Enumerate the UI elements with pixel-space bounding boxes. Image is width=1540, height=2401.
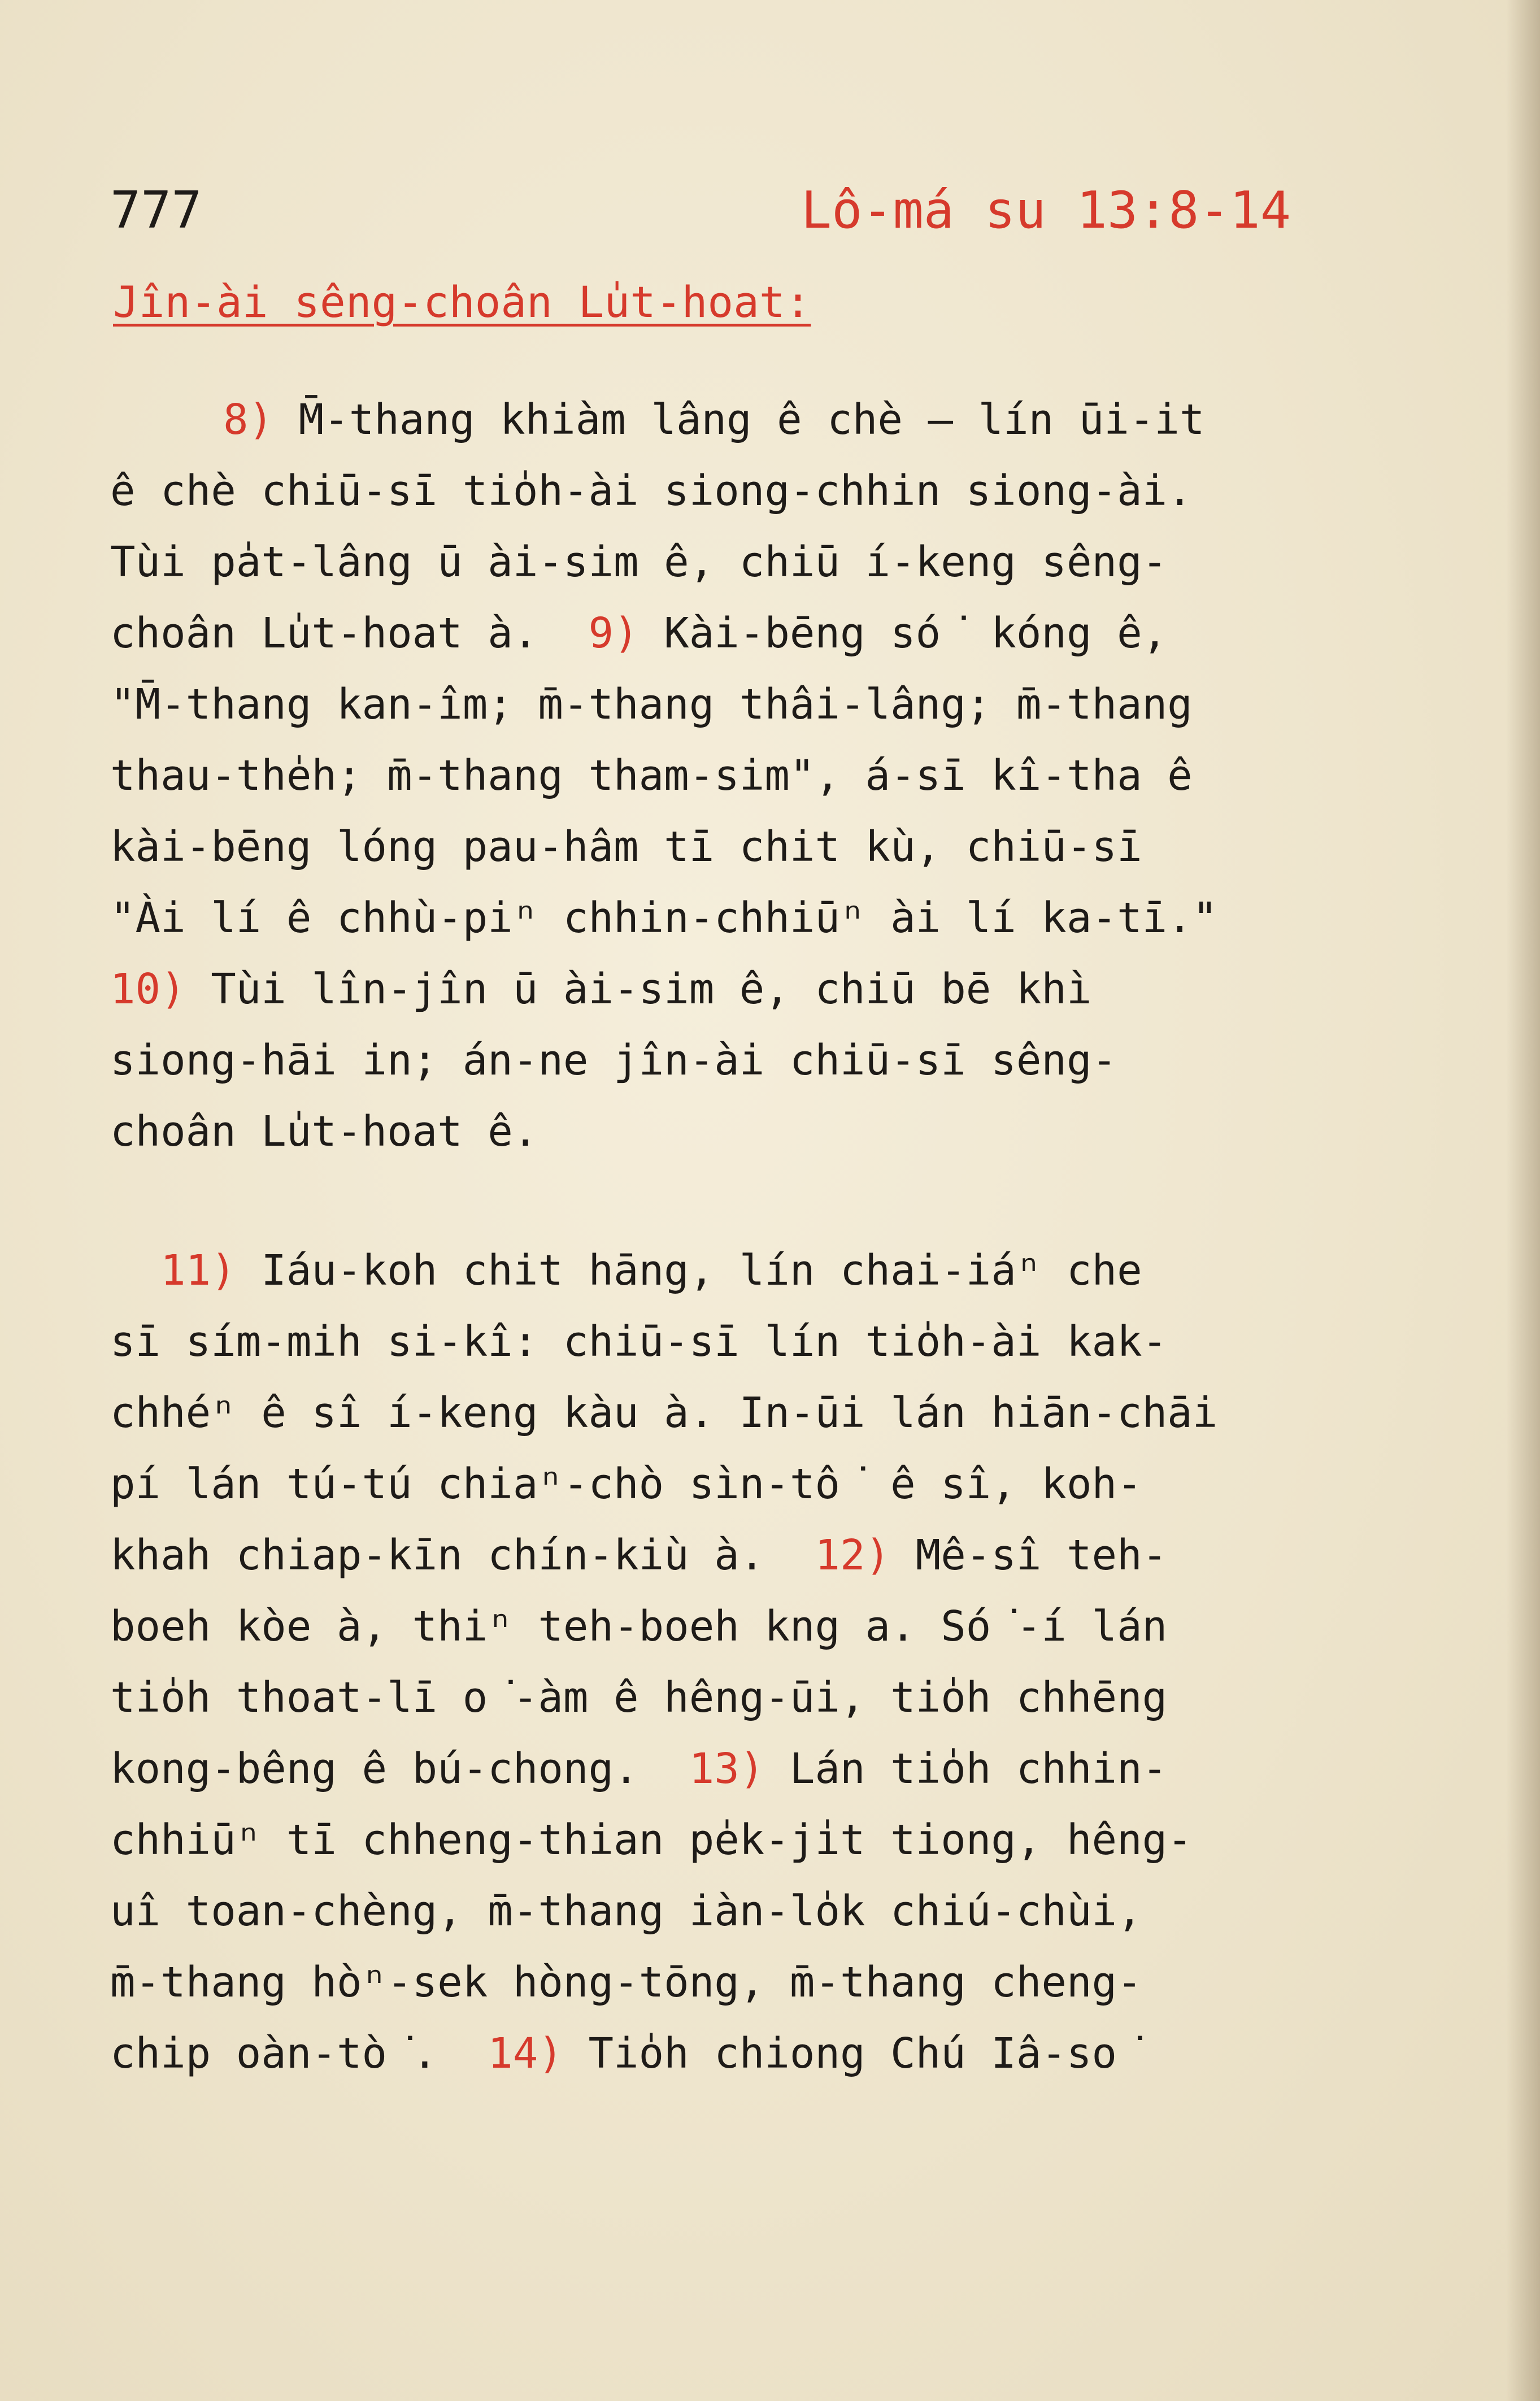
text-line <box>110 2018 1410 2089</box>
running-head: Lô-má su 13:8-14 <box>801 181 1291 240</box>
section-heading: Jîn-ài sêng-choân Lu̍t-hoat: <box>113 277 811 327</box>
verse-text: M̄-thang khiàm lâng ê chè — lín ūi-it <box>273 395 1205 444</box>
verse-text <box>110 1246 160 1295</box>
verse-text: sī sím-mih si-kî: chiū-sī lín tio̍h-ài kak- <box>110 1317 1168 1366</box>
text-line <box>110 1306 1410 1377</box>
verse-text: Iáu-koh chit hāng, lín chai-iáⁿ che <box>236 1246 1142 1295</box>
text-line <box>110 740 1410 811</box>
text-line <box>110 669 1410 740</box>
text-line <box>110 882 1410 954</box>
text-line <box>110 598 1410 669</box>
text-line <box>110 1733 1410 1804</box>
verse-text: choân Lu̍t-hoat ê. <box>110 1107 538 1156</box>
verse-text: m̄-thang hòⁿ-sek hòng-tōng, m̄-thang cheng- <box>110 1958 1142 2007</box>
verse-text: ê chè chiū-sī tio̍h-ài siong-chhin siong-ài. <box>110 467 1193 515</box>
verse-number: 10) <box>110 965 186 1014</box>
verse-text: "Ài lí ê chhù-piⁿ chhin-chhiūⁿ ài lí ka-tī." <box>110 894 1218 942</box>
text-line <box>110 1947 1410 2018</box>
verse-text: pí lán tú-tú chiaⁿ-chò sìn-tô͘ ê sî, koh- <box>110 1460 1142 1508</box>
verse-text: chhéⁿ ê sî í-keng kàu à. In-ūi lán hiān-chāi <box>110 1389 1218 1437</box>
paragraph <box>110 384 1410 1167</box>
verse-text: boeh kòe à, thiⁿ teh-boeh kng a. Só͘-í lán <box>110 1602 1168 1651</box>
text-line <box>110 1449 1410 1520</box>
verse-text: Tio̍h chiong Chú Iâ-so͘ <box>563 2029 1142 2078</box>
text-line <box>110 455 1410 527</box>
verse-number: 9) <box>588 609 639 658</box>
verse-text: chip oàn-tò͘. <box>110 2029 488 2078</box>
text-line <box>110 527 1410 598</box>
body-text <box>110 384 1410 2089</box>
verse-text: Kài-bēng só͘ kóng ê, <box>638 609 1168 658</box>
text-line <box>110 1096 1410 1167</box>
verse-text: Tùi lîn-jîn ū ài-sim ê, chiū bē khì <box>185 965 1092 1014</box>
text-line <box>110 1377 1410 1449</box>
text-line <box>110 1235 1410 1306</box>
page-header <box>110 169 1291 249</box>
text-line <box>110 1591 1410 1662</box>
verse-number: 12) <box>815 1531 891 1580</box>
text-line <box>110 1520 1410 1591</box>
text-line <box>110 1025 1410 1096</box>
verse-text: thau-the̍h; m̄-thang tham-sim", á-sī kî-tha ê <box>110 751 1193 800</box>
verse-text: Mê-sî teh- <box>890 1531 1168 1580</box>
paragraph-gap <box>110 1167 1410 1235</box>
verse-text: choân Lu̍t-hoat à. <box>110 609 589 658</box>
verse-text: Lán tio̍h chhin- <box>764 1745 1168 1793</box>
verse-number: 14) <box>488 2029 563 2078</box>
verse-text: kong-bêng ê bú-chong. <box>110 1745 689 1793</box>
verse-text: siong-hāi in; án-ne jîn-ài chiū-sī sêng- <box>110 1036 1117 1085</box>
verse-text: Tùi pa̍t-lâng ū ài-sim ê, chiū í-keng sêng- <box>110 538 1168 586</box>
text-line <box>110 954 1410 1025</box>
page-number: 777 <box>110 181 202 240</box>
verse-number: 11) <box>160 1246 236 1295</box>
text-line <box>110 1876 1410 1947</box>
verse-text: tio̍h thoat-lī o͘-àm ê hêng-ūi, tio̍h chhēng <box>110 1673 1168 1722</box>
verse-text: "M̄-thang kan-îm; m̄-thang thâi-lâng; m̄-thang <box>110 680 1193 729</box>
verse-text: kài-bēng lóng pau-hâm tī chit kù, chiū-sī <box>110 823 1142 871</box>
verse-number: 13) <box>689 1745 765 1793</box>
verse-text: uî toan-chèng, m̄-thang iàn-lo̍k chiú-chùi, <box>110 1887 1142 1935</box>
verse-text: khah chiap-kīn chín-kiù à. <box>110 1531 815 1580</box>
text-line <box>110 811 1410 882</box>
text-line <box>110 1662 1410 1733</box>
verse-text: chhiūⁿ tī chheng-thian pe̍k-ji̍t tiong, hêng- <box>110 1816 1193 1864</box>
verse-number: 8) <box>223 395 274 444</box>
text-line <box>110 384 1410 455</box>
text-line <box>110 1804 1410 1876</box>
paragraph <box>110 1235 1410 2089</box>
